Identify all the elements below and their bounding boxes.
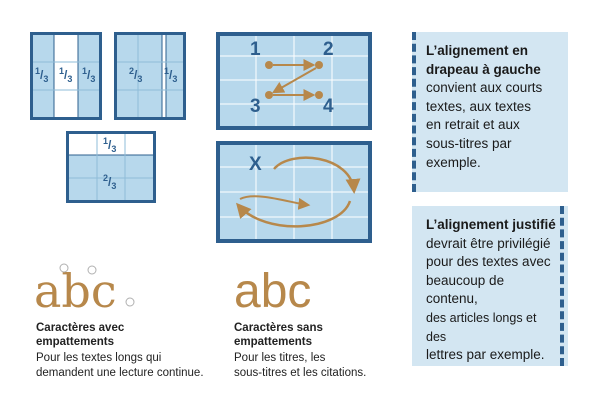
- info-box-line: beaucoup de contenu,: [426, 272, 505, 307]
- fraction-label: $^1/_3$: [82, 66, 96, 84]
- sans-body-line: Pour les titres, les: [234, 352, 326, 364]
- info-box-line: exemple.: [426, 154, 481, 170]
- info-box-heading: L’alignement en drapeau à gauche: [426, 43, 541, 77]
- fraction-label: $^2/_3$: [103, 173, 117, 191]
- info-box-line: lettres par exemple.: [426, 347, 545, 363]
- serif-body-line: demandent une lecture continue.: [36, 367, 204, 379]
- info-box-line: textes, aux textes: [426, 98, 532, 114]
- serif-title-line: Caractères avec: [36, 322, 125, 334]
- serif-title-line: empattements: [36, 336, 114, 348]
- fraction-label: $^1/_3$: [164, 66, 178, 84]
- fraction-label: $^1/_3$: [59, 66, 73, 84]
- info-box-line: sous-titres par: [426, 135, 512, 151]
- fraction-label: $^1/_3$: [35, 66, 49, 84]
- sans-title-line: empattements: [234, 336, 312, 348]
- serif-body-line: Pour les textes longs qui: [36, 352, 162, 364]
- info-box-line: en retrait et aux: [426, 117, 520, 133]
- info-box-line: devrait être privilégié: [426, 235, 551, 251]
- serif-marker-icon: [58, 262, 142, 312]
- step-number: 4: [323, 96, 334, 117]
- info-box-line: des articles longs et des: [426, 310, 537, 344]
- circular-reading-pattern: [216, 141, 372, 243]
- info-box-heading: L’alignement justifié: [426, 217, 556, 232]
- info-box-line: pour des textes avec: [426, 254, 551, 270]
- step-number: 2: [323, 39, 334, 60]
- serif-sample: abc: [34, 264, 117, 318]
- info-box-line: convient aux courts: [426, 80, 543, 96]
- step-number: 3: [250, 96, 261, 117]
- sans-body-line: sous-titres et les citations.: [234, 367, 367, 379]
- fraction-label: $^1/_3$: [103, 136, 117, 154]
- z-reading-pattern: [216, 32, 372, 130]
- step-number: 1: [250, 39, 261, 60]
- sans-sample: abc: [234, 265, 312, 318]
- info-box-justified: [412, 206, 568, 366]
- fraction-label: $^2/_3$: [129, 66, 143, 84]
- start-marker-x: X: [249, 154, 262, 175]
- info-box-flush-left: [412, 32, 568, 192]
- sans-title-line: Caractères sans: [234, 322, 323, 334]
